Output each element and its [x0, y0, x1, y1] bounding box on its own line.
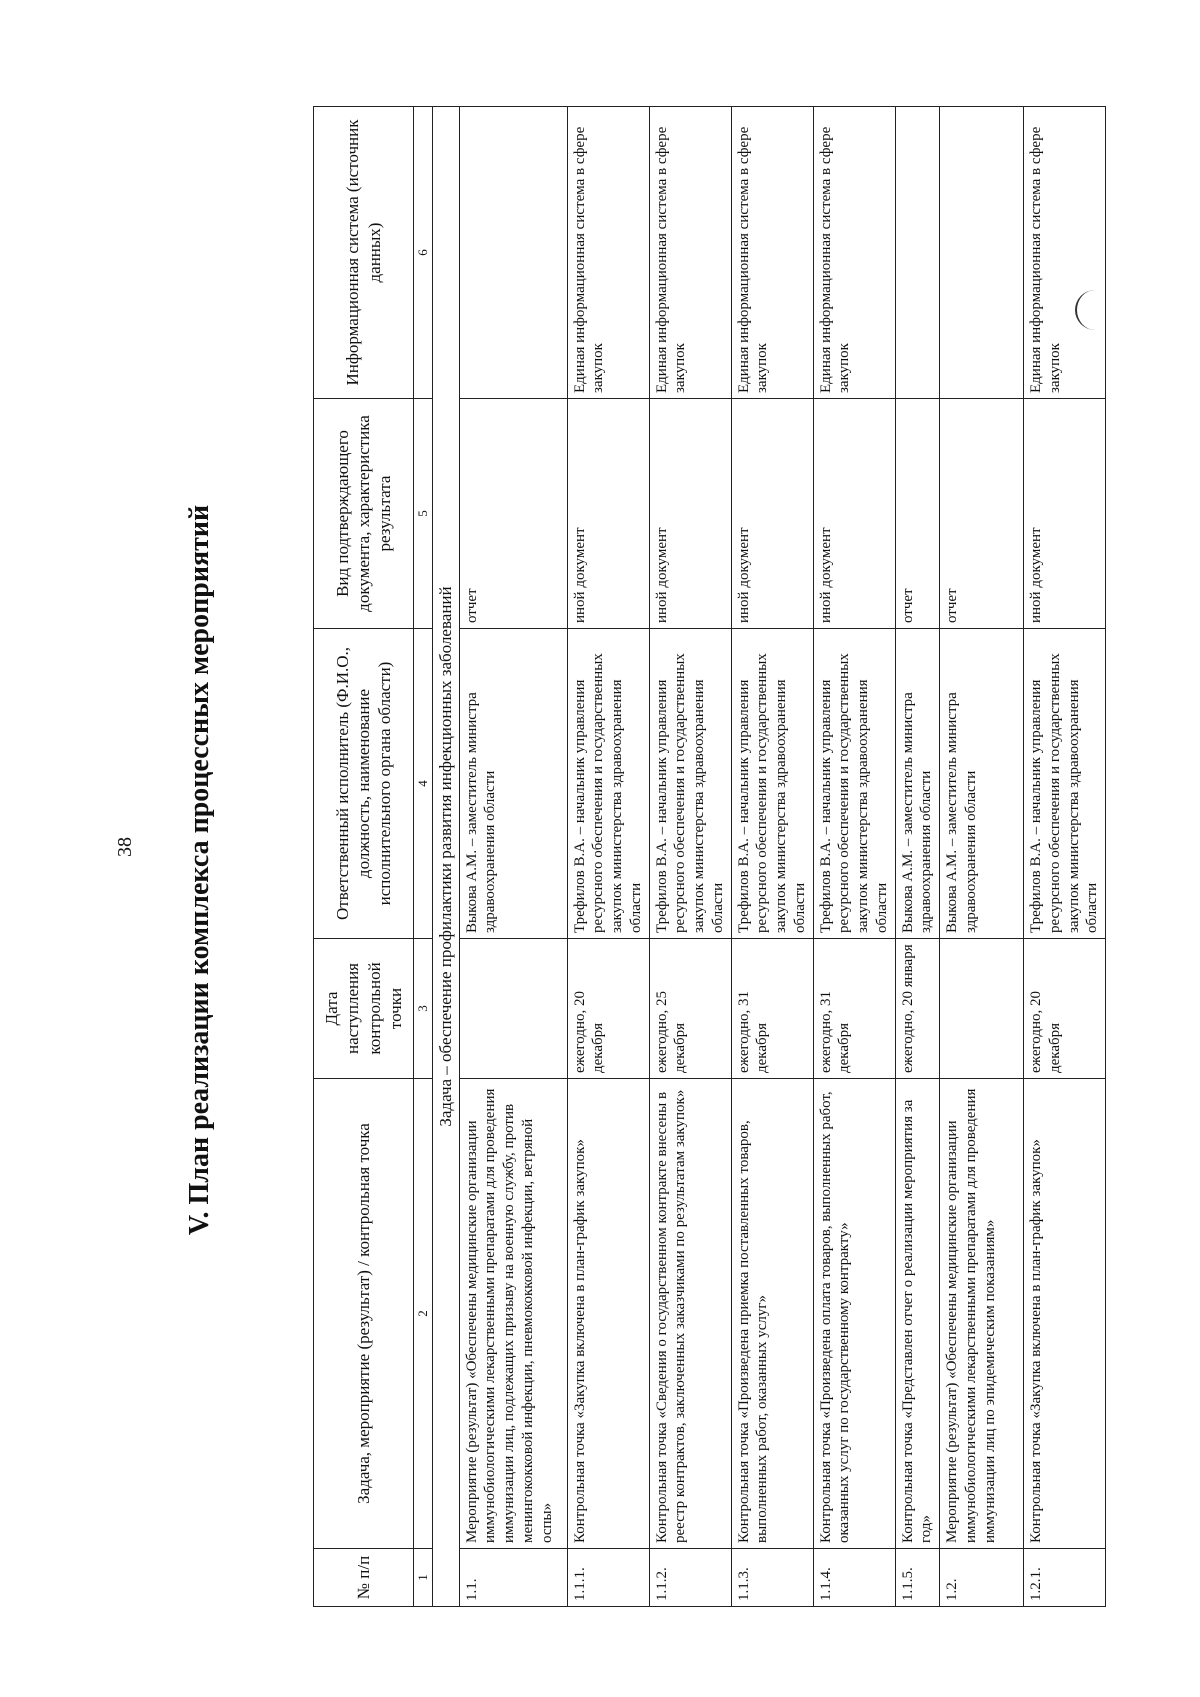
- header-cell: Задача, мероприятие (результат) / контрольная точка: [314, 1079, 414, 1549]
- row-system: Единая информационная система в сфере закупок: [649, 107, 731, 399]
- row-number: 1.1.1.: [567, 1549, 649, 1607]
- row-system: Единая информационная система в сфере закупок: [813, 107, 895, 399]
- table-row: [895, 107, 940, 1607]
- column-number-row: [414, 107, 433, 1607]
- column-number: 1: [414, 1549, 433, 1607]
- row-document: иной документ: [813, 399, 895, 629]
- row-responsible: Выкова А.М. – заместитель министра здравоохранения области: [895, 629, 940, 939]
- row-number: 1.1.5.: [895, 1549, 940, 1607]
- row-responsible: Трефилов В.А. – начальник управления ресурсного обеспечения и государственных закупок министерства здравоохранения области: [731, 629, 813, 939]
- row-date: ежегодно, 20 января: [895, 939, 940, 1079]
- row-system: [895, 107, 940, 399]
- page-number: 38: [114, 837, 136, 857]
- row-system: Единая информационная система в сфере закупок: [1024, 107, 1106, 399]
- row-responsible: Выкова А.М. – заместитель министра здравоохранения области: [459, 629, 567, 939]
- row-number: 1.1.2.: [649, 1549, 731, 1607]
- plan-table-container: [313, 107, 1101, 1607]
- row-date: [940, 939, 1024, 1079]
- row-date: ежегодно, 25 декабря: [649, 939, 731, 1079]
- table-row: [1024, 107, 1106, 1607]
- row-system: Единая информационная система в сфере закупок: [731, 107, 813, 399]
- row-date: ежегодно, 31 декабря: [731, 939, 813, 1079]
- row-date: ежегодно, 20 декабря: [567, 939, 649, 1079]
- row-date: [459, 939, 567, 1079]
- column-number: 2: [414, 1079, 433, 1549]
- row-name: Контрольная точка «Сведения о государственном контракте внесены в реестр контрактов, заключенных заказчиками по результатам закупок»: [649, 1079, 731, 1549]
- column-number: 6: [414, 107, 433, 399]
- row-number: 1.1.: [459, 1549, 567, 1607]
- row-system: [459, 107, 567, 399]
- table-row: [649, 107, 731, 1607]
- row-responsible: Трефилов В.А. – начальник управления ресурсного обеспечения и государственных закупок министерства здравоохранения области: [567, 629, 649, 939]
- row-document: отчет: [895, 399, 940, 629]
- row-name: Контрольная точка «Закупка включена в план-график закупок»: [567, 1079, 649, 1549]
- row-document: иной документ: [567, 399, 649, 629]
- row-document: иной документ: [649, 399, 731, 629]
- header-cell: Информационная система (источник данных): [314, 107, 414, 399]
- row-number: 1.1.3.: [731, 1549, 813, 1607]
- row-date: ежегодно, 20 декабря: [1024, 939, 1106, 1079]
- row-name: Мероприятие (результат) «Обеспечены медицинские организации иммунобиологическими лекарственными препаратами для проведения иммунизации лиц по эпидемическим показаниям»: [940, 1079, 1024, 1549]
- page-title: V. План реализации комплекса процессных мероприятий: [184, 504, 215, 1236]
- table-row: [813, 107, 895, 1607]
- row-system: [940, 107, 1024, 399]
- table-row: [940, 107, 1024, 1607]
- plan-table: [313, 106, 1106, 1607]
- row-document: иной документ: [1024, 399, 1106, 629]
- row-responsible: Трефилов В.А. – начальник управления ресурсного обеспечения и государственных закупок министерства здравоохранения области: [813, 629, 895, 939]
- row-name: Контрольная точка «Закупка включена в план-график закупок»: [1024, 1079, 1106, 1549]
- row-number: 1.2.1.: [1024, 1549, 1106, 1607]
- table-row: [731, 107, 813, 1607]
- row-date: ежегодно, 31 декабря: [813, 939, 895, 1079]
- column-number: 3: [414, 939, 433, 1079]
- header-cell: Дата наступления контрольной точки: [314, 939, 414, 1079]
- row-document: отчет: [940, 399, 1024, 629]
- row-name: Контрольная точка «Произведена приемка поставленных товаров, выполненных работ, оказанных услуг»: [731, 1079, 813, 1549]
- row-responsible: Трефилов В.А. – начальник управления ресурсного обеспечения и государственных закупок министерства здравоохранения области: [649, 629, 731, 939]
- table-row: [459, 107, 567, 1607]
- header-row: [314, 107, 414, 1607]
- header-cell: № п/п: [314, 1549, 414, 1607]
- row-system: Единая информационная система в сфере закупок: [567, 107, 649, 399]
- row-responsible: Выкова А.М. – заместитель министра здравоохранения области: [940, 629, 1024, 939]
- row-number: 1.2.: [940, 1549, 1024, 1607]
- row-document: отчет: [459, 399, 567, 629]
- header-cell: Ответственный исполнитель (Ф.И.О., должность, наименование исполнительного органа области): [314, 629, 414, 939]
- task-cell: Задача – обеспечение профилактики развития инфекционных заболеваний: [433, 107, 459, 1607]
- row-number: 1.1.4.: [813, 1549, 895, 1607]
- header-cell: Вид подтверждающего документа, характеристика результата: [314, 399, 414, 629]
- task-row: [433, 107, 459, 1607]
- table-row: [567, 107, 649, 1607]
- row-name: Контрольная точка «Произведена оплата товаров, выполненных работ, оказанных услуг по государственному контракту»: [813, 1079, 895, 1549]
- row-name: Контрольная точка «Представлен отчет о реализации мероприятия за год»: [895, 1079, 940, 1549]
- row-document: иной документ: [731, 399, 813, 629]
- row-responsible: Трефилов В.А. – начальник управления ресурсного обеспечения и государственных закупок министерства здравоохранения области: [1024, 629, 1106, 939]
- row-name: Мероприятие (результат) «Обеспечены медицинские организации иммунобиологическими лекарственными препаратами для проведения иммунизации лиц, подлежащих призыву на военную службу, против менингококковой инфекции, пневмококковой инфекции, ветряной оспы»: [459, 1079, 567, 1549]
- column-number: 5: [414, 399, 433, 629]
- column-number: 4: [414, 629, 433, 939]
